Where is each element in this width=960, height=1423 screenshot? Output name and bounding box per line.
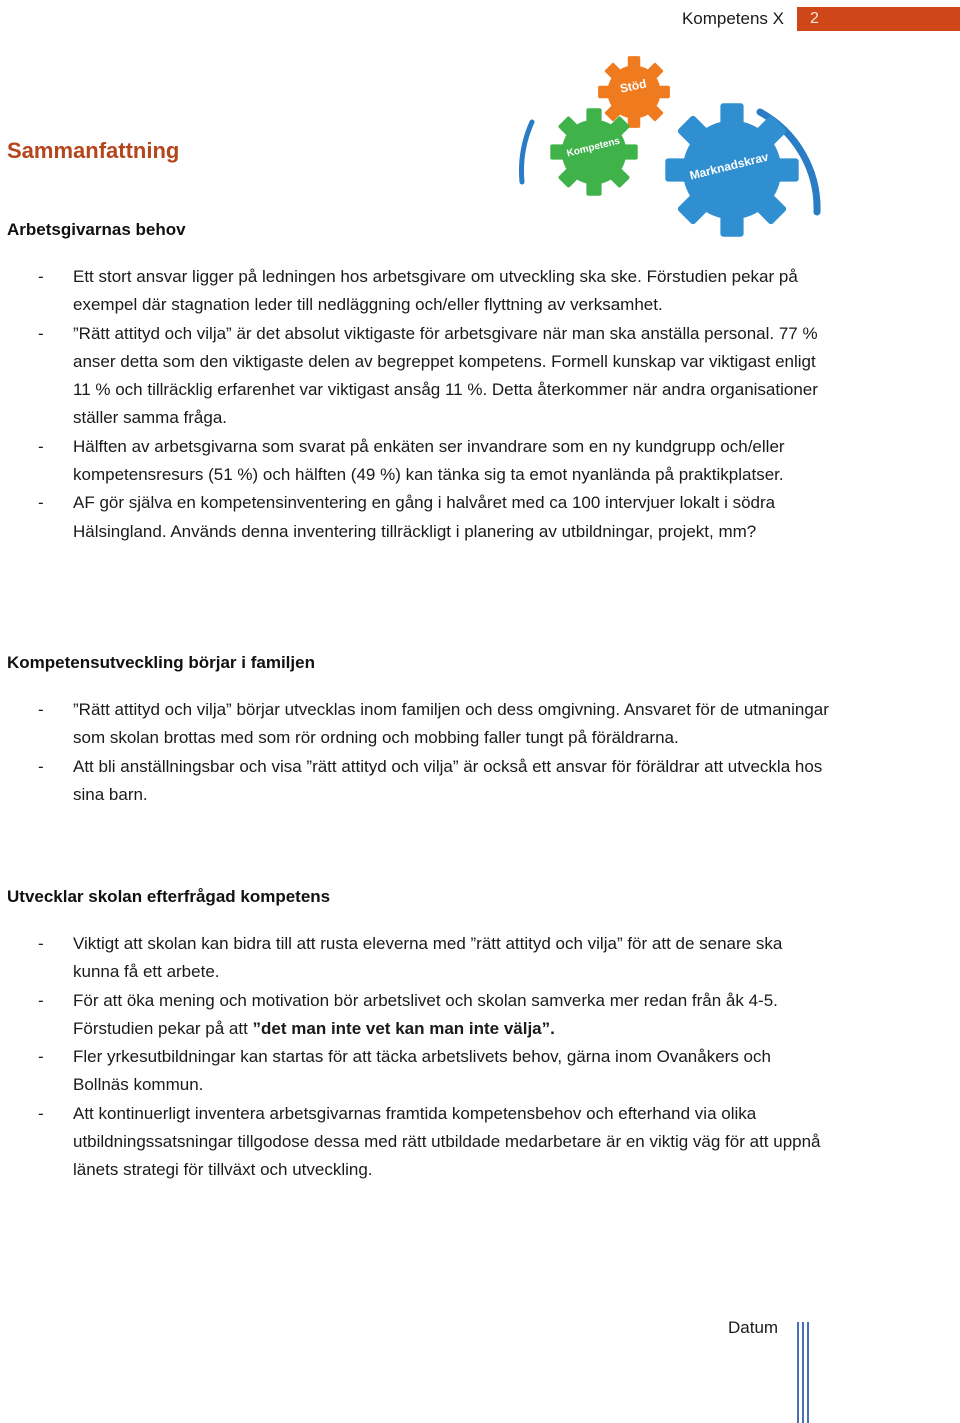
gears-graphic — [512, 52, 842, 252]
gear-label-marknadskrav: Marknadskrav — [688, 149, 770, 183]
list-item: - AF gör själva en kompetensinventering en gång i halvåret med ca 100 intervjuer lokalt i södra Hälsingland. Används denna inventering tillräckligt i planering av utbildningar, projekt, mm? — [38, 493, 776, 541]
emphasis-text: ”det man inte vet kan man inte välja”. — [252, 1018, 555, 1038]
footer-date-label: Datum — [728, 1318, 779, 1337]
footer-decorative-lines — [797, 1322, 811, 1423]
section-heading-familjen: Kompetensutveckling börjar i familjen — [7, 653, 315, 672]
bullet-list-familjen — [0, 696, 830, 809]
list-item: - Hälften av arbetsgivarna som svarat på enkäten ser invandrare som en ny kundgrupp och/eller kompetensresurs (51 %) och hälften (49 %) kan tänka sig ta emot nyanlända på praktikplatser. — [38, 436, 785, 485]
list-item: - Att kontinuerligt inventera arbetsgivarnas framtida kompetensbehov och efterhand via olika utbildningssatsningar tillgodose dessa med rätt utbildade medarbetare är en viktig väg för att uppnå länets strategi för tillväxt och utveckling. — [38, 1103, 821, 1180]
list-item: - Att bli anställningsbar och visa ”rätt attityd och vilja” är också ett ansvar för föräldrar att utveckla hos sina barn. — [38, 756, 823, 804]
gear-label-kompetens: Kompetens — [565, 135, 622, 160]
list-item: - Fler yrkesutbildningar kan startas för att täcka arbetslivets behov, gärna inom Ovanåkers och Bollnäs kommun. — [38, 1047, 771, 1095]
bullet-list-arbetsgivare — [0, 263, 830, 546]
list-item: - ”Rätt attityd och vilja” börjar utvecklas inom familjen och dess omgivning. Ansvaret för de utmaningar som skolan brottas med som rör ordning och mobbing faller tungt på föräldrarna. — [38, 700, 829, 748]
list-item: - För att öka mening och motivation bör arbetslivet och skolan samverka mer redan från åk 4-5. Förstudien pekar på att ”det man inte vet kan man inte välja”. — [38, 990, 778, 1038]
list-item: - Viktigt att skolan kan bidra till att rusta eleverna med ”rätt attityd och vilja” för att de senare ska kunna få ett arbete. — [38, 934, 783, 982]
section-heading-skolan: Utvecklar skolan efterfrågad kompetens — [7, 887, 331, 906]
section-heading-arbetsgivarnas-behov: Arbetsgivarnas behov — [7, 220, 186, 239]
cycle-arc-left — [522, 122, 532, 182]
bullet-list-skolan — [0, 930, 830, 1185]
list-item: - Ett stort ansvar ligger på ledningen hos arbetsgivare om utveckling ska ske. Förstudien pekar på exempel där stagnation leder till nedläggning och/eller flyttning av verksamhet. — [38, 267, 798, 315]
page-number-badge: 2 — [797, 7, 960, 31]
list-item: - ”Rätt attityd och vilja” är det absolut viktigaste för arbetsgivare när man ska anställa personal. 77 % anser detta som den viktigaste delen av begreppet kompetens. Formell kunskap var viktigast enligt 11 % och tillräcklig erfarenhet var viktigast ansåg 11 %. Detta återkommer när andra organisationer ställer samma fråga. — [38, 323, 818, 428]
page-title: Sammanfattning — [7, 138, 180, 163]
header-title: Kompetens X — [681, 9, 784, 28]
gear-label-stod: Stöd — [618, 76, 648, 96]
